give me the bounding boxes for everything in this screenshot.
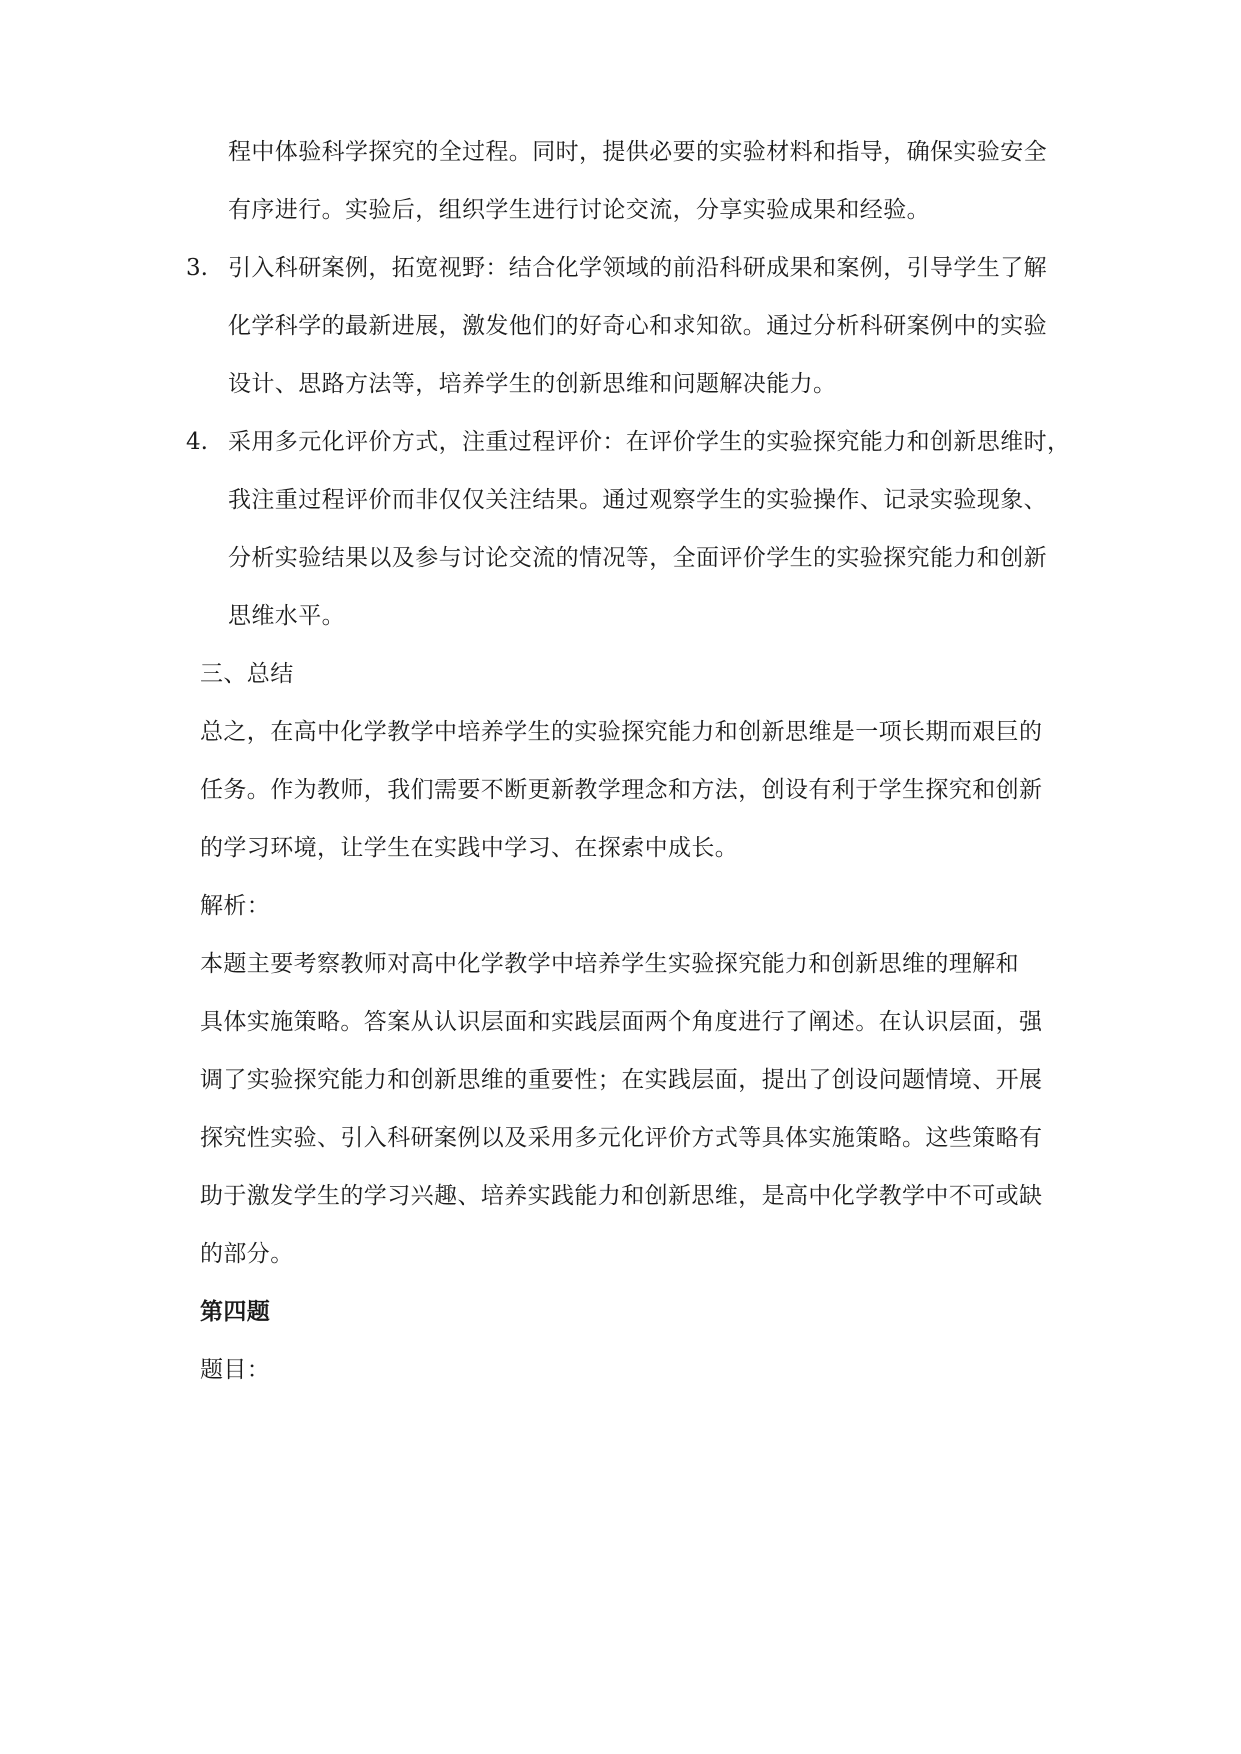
list-item-line: 思维水平。: [228, 603, 345, 629]
paragraph-line: 有序进行。实验后，组织学生进行讨论交流，分享实验成果和经验。: [228, 197, 930, 223]
question-heading: 第四题: [200, 1298, 271, 1325]
paragraph-line: 本题主要考察教师对高中化学教学中培养学生实验探究能力和创新思维的理解和: [200, 951, 1019, 977]
list-item-line: 设计、思路方法等，培养学生的创新思维和问题解决能力。: [228, 371, 837, 397]
paragraph-line: 具体实施策略。答案从认识层面和实践层面两个角度进行了阐述。在认识层面，强: [200, 1009, 1043, 1035]
analysis-label: 解析：: [200, 893, 271, 919]
paragraph-line: 探究性实验、引入科研案例以及采用多元化评价方式等具体实施策略。这些策略有: [200, 1125, 1043, 1151]
list-item-line: 化学科学的最新进展，激发他们的好奇心和求知欲。通过分析科研案例中的实验: [228, 313, 1047, 339]
paragraph-line: 的学习环境，让学生在实践中学习、在探索中成长。: [200, 835, 739, 861]
paragraph-line: 调了实验探究能力和创新思维的重要性；在实践层面，提出了创设问题情境、开展: [200, 1067, 1043, 1093]
list-item-line: 我注重过程评价而非仅仅关注结果。通过观察学生的实验操作、记录实验现象、: [228, 487, 1047, 513]
list-number: 4.: [186, 429, 208, 455]
paragraph-line: 程中体验科学探究的全过程。同时，提供必要的实验材料和指导，确保实验安全: [228, 139, 1047, 165]
list-item-line: 分析实验结果以及参与讨论交流的情况等，全面评价学生的实验探究能力和创新: [228, 545, 1047, 571]
list-number: 3.: [186, 255, 208, 281]
list-item-line: 采用多元化评价方式，注重过程评价：在评价学生的实验探究能力和创新思维时，: [228, 429, 1071, 455]
paragraph-line: 的部分。: [200, 1241, 294, 1267]
list-item-line: 引入科研案例，拓宽视野：结合化学领域的前沿科研成果和案例，引导学生了解: [228, 255, 1047, 281]
question-label: 题目：: [200, 1357, 271, 1383]
paragraph-line: 任务。作为教师，我们需要不断更新教学理念和方法，创设有利于学生探究和创新: [200, 777, 1043, 803]
paragraph-line: 总之，在高中化学教学中培养学生的实验探究能力和创新思维是一项长期而艰巨的: [200, 719, 1043, 745]
paragraph-line: 助于激发学生的学习兴趣、培养实践能力和创新思维，是高中化学教学中不可或缺: [200, 1183, 1043, 1209]
section-heading: 三、总结: [200, 661, 294, 687]
